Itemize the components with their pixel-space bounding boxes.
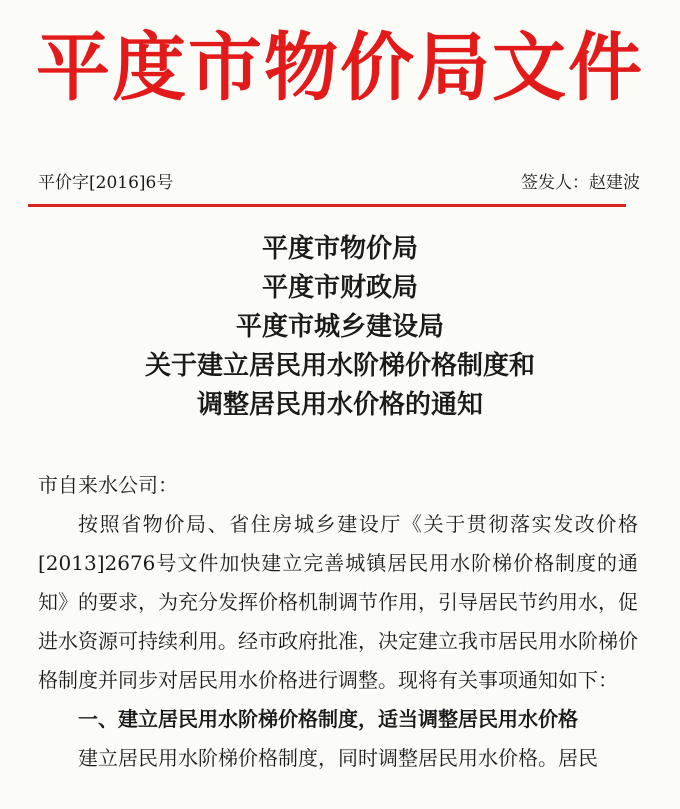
red-divider	[28, 204, 626, 207]
section-heading: 一、建立居民用水阶梯价格制度，适当调整居民用水价格	[78, 707, 578, 731]
title-line-subject-1: 关于建立居民用水阶梯价格制度和	[144, 351, 535, 381]
title-line-subject-2: 调整居民用水价格的通知	[196, 390, 483, 420]
section-text: 建立居民用水阶梯价格制度，同时调整居民用水价格。居民	[78, 746, 598, 770]
signer: 签发人：赵建波	[521, 173, 640, 193]
intro-paragraph: 按照省物价局、省住房城乡建设厅《关于贯彻落实发改价格[2013]2676号文件加快建立完善城镇居民用水阶梯价格制度的通知》的要求，为充分发挥价格机制调节作用，引导居民节约用水，促进水资源可持续利用。经市政府批准，决定建立我市居民用水阶梯价格制度并同步对居民用水价格进行调整。现将有关事项通知如下：	[38, 512, 638, 692]
salutation: 市自来水公司：	[38, 473, 178, 497]
notice-title	[40, 230, 640, 425]
document-number: 平价字[2016]6号	[38, 173, 174, 193]
masthead-title: 平度市物价局文件	[36, 25, 644, 111]
title-line-issuer-2: 平度市财政局	[261, 273, 418, 303]
title-line-issuer-1: 平度市物价局	[261, 234, 418, 264]
notice-body	[38, 466, 638, 778]
document-info-line	[38, 168, 640, 196]
title-line-issuer-3: 平度市城乡建设局	[235, 312, 444, 342]
